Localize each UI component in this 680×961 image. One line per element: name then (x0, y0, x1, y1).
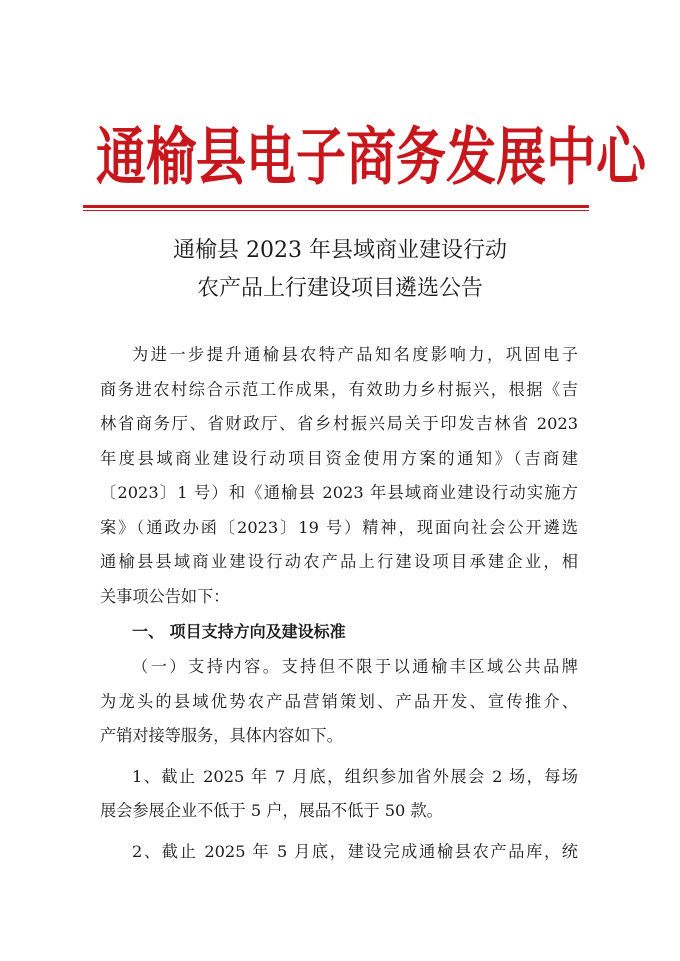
intro-line: 案》（通政办函〔2023〕19 号）精神，现面向社会公开遴选 (100, 517, 578, 537)
item-2-line: 2、截止 2025 年 5 月底，建设完成通榆县农产品库，统 (132, 841, 578, 861)
section-1-heading: 一、 项目支持方向及建设标准 (132, 622, 346, 641)
intro-line: 年度县域商业建设行动项目资金使用方案的通知》（吉商建 (100, 448, 578, 468)
support-line: 为龙头的县域优势农产品营销策划、产品开发、宣传推介、 (100, 691, 578, 711)
item-1-paragraph (100, 760, 578, 829)
item-1-line: 展会参展企业不低于 5 户，展品不低于 50 款。 (100, 801, 443, 820)
intro-line: 关事项公告如下： (100, 586, 230, 606)
intro-line: 商务进农村综合示范工作成果，有效助力乡村振兴，根据《吉 (100, 379, 578, 399)
intro-paragraph (100, 338, 578, 614)
item-2-paragraph (100, 835, 578, 870)
support-content-paragraph (100, 650, 578, 754)
intro-line: 为进一步提升通榆县农特产品知名度影响力，巩固电子 (132, 345, 578, 364)
intro-line: 通榆县县域商业建设行动农产品上行建设项目承建企业，相 (100, 552, 578, 571)
letterhead-rule-thin (83, 210, 589, 211)
letterhead-rule-thick (83, 205, 589, 208)
support-line: （一）支持内容。支持但不限于以通榆丰区域公共品牌 (132, 657, 578, 676)
document-body (100, 338, 578, 869)
letterhead-org-name: 通榆县电子商务发展中心 (96, 120, 646, 194)
support-line: 产销对接等服务，具体内容如下。 (100, 726, 343, 745)
intro-line: 林省商务厅、省财政厅、省乡村振兴局关于印发吉林省 2023 (100, 414, 578, 433)
document-title (90, 232, 590, 308)
title-line-2: 农产品上行建设项目遴选公告 (196, 276, 483, 301)
intro-line: 〔2023〕1 号）和《通榆县 2023 年县域商业建设行动实施方 (100, 483, 578, 502)
item-1-line: 1、截止 2025 年 7 月底，组织参加省外展会 2 场，每场 (132, 766, 578, 786)
title-line-1: 通榆县 2023 年县域商业建设行动 (173, 238, 507, 263)
